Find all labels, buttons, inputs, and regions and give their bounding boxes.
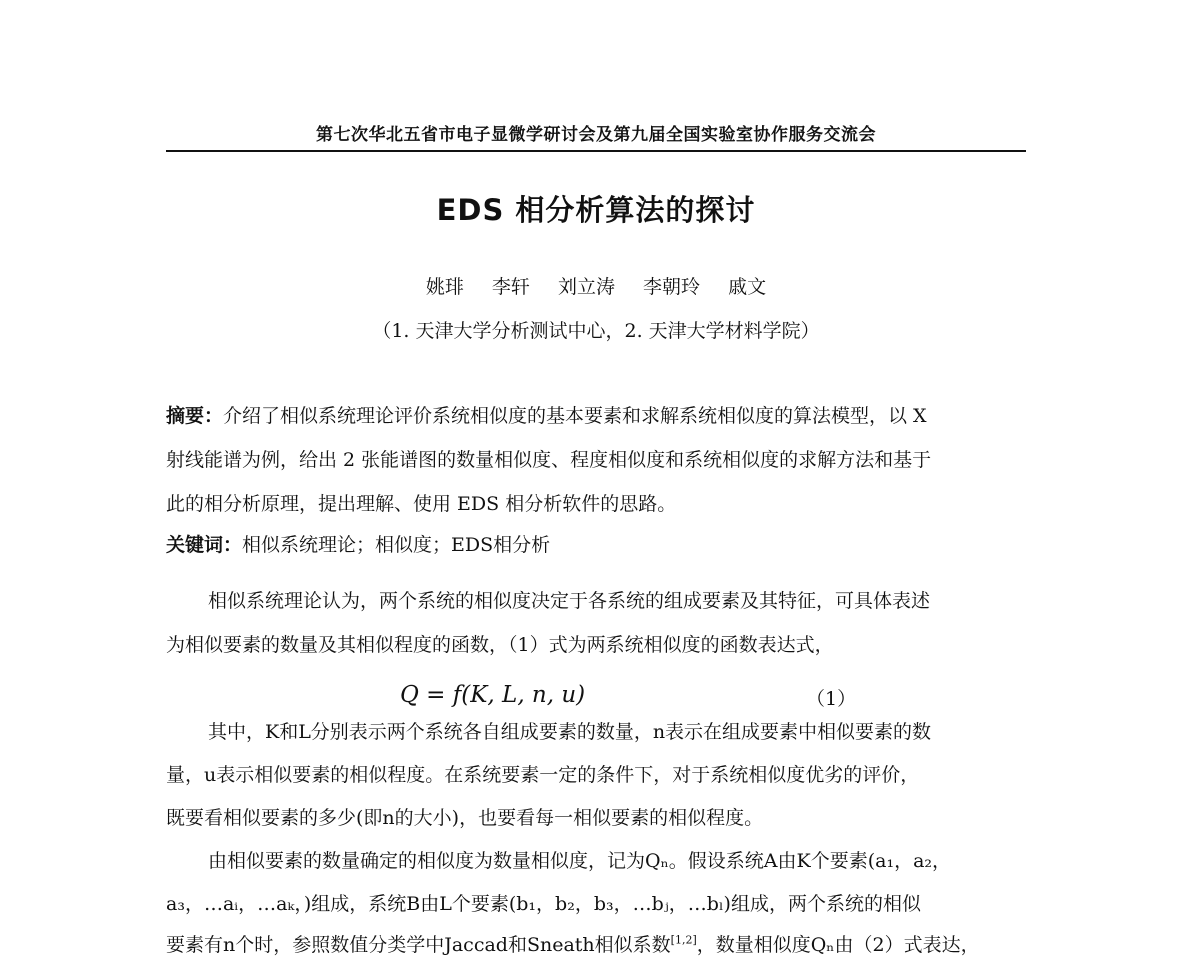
abstract-text: 介绍了相似系统理论评价系统相似度的基本要素和求解系统相似度的算法模型，以 X — [223, 405, 927, 427]
author-name: 李轩 — [491, 276, 530, 298]
abstract-line: 射线能谱为例，给出 2 张能谱图的数量相似度、程度相似度和系统相似度的求解方法和基于 — [166, 449, 932, 471]
equation-1: Q = f(K, L, n, u) — [400, 682, 586, 708]
body-text-line: 为相似要素的数量及其相似程度的函数，（1）式为两系统相似度的函数表达式， — [166, 634, 834, 656]
abstract-line: 此的相分析原理，提出理解、使用 EDS 相分析软件的思路。 — [166, 493, 677, 515]
keywords-line — [166, 530, 1026, 557]
body-text-line: 其中，K和L分别表示两个系统各自组成要素的数量，n表示在组成要素中相似要素的数 — [208, 721, 932, 743]
keywords-text: 相似系统理论；相似度；EDS相分析 — [242, 534, 551, 556]
author-name: 戚文 — [728, 276, 767, 298]
abstract-label: 摘要： — [166, 405, 224, 427]
keywords-label: 关键词： — [166, 534, 243, 556]
body-text-segment: 要素有n个时，参照数值分类学中Jaccad和Sneath相似系数 — [166, 934, 671, 956]
body-text-segment: ，数量相似度Qₙ由（2）式表达， — [696, 934, 980, 956]
header-rule — [166, 150, 1026, 152]
author-affiliation: （1. 天津大学分析测试中心，2. 天津大学材料学院） — [372, 320, 820, 342]
author-list — [166, 272, 1026, 299]
body-text-line: 量，u表示相似要素的相似程度。在系统要素一定的条件下，对于系统相似度优劣的评价， — [166, 764, 920, 786]
author-name: 姚琲 — [425, 276, 464, 298]
paper-title: EDS 相分析算法的探讨 — [436, 193, 756, 227]
body-text-line — [166, 930, 1026, 957]
body-text-line: a₃，…aᵢ，…aₖ，)组成，系统B由L个要素(b₁，b₂，b₃，…bⱼ，…bₗ)组成，两个系统的相似 — [166, 893, 921, 915]
equation-number: （1） — [806, 688, 857, 710]
body-text-line: 相似系统理论认为，两个系统的相似度决定于各系统的组成要素及其特征，可具体表述 — [208, 590, 931, 612]
body-text-line: 由相似要素的数量确定的相似度为数量相似度，记为Qₙ。假设系统A由K个要素(a₁，a₂， — [208, 850, 952, 872]
citation-ref: [1,2] — [670, 933, 697, 947]
conference-running-header: 第七次华北五省市电子显微学研讨会及第九届全国实验室协作服务交流会 — [316, 125, 876, 145]
author-name: 李朝玲 — [643, 276, 701, 298]
abstract-line — [166, 401, 1026, 428]
author-name: 刘立涛 — [557, 276, 615, 298]
body-text-line: 既要看相似要素的多少(即n的大小)，也要看每一相似要素的相似程度。 — [166, 807, 764, 829]
